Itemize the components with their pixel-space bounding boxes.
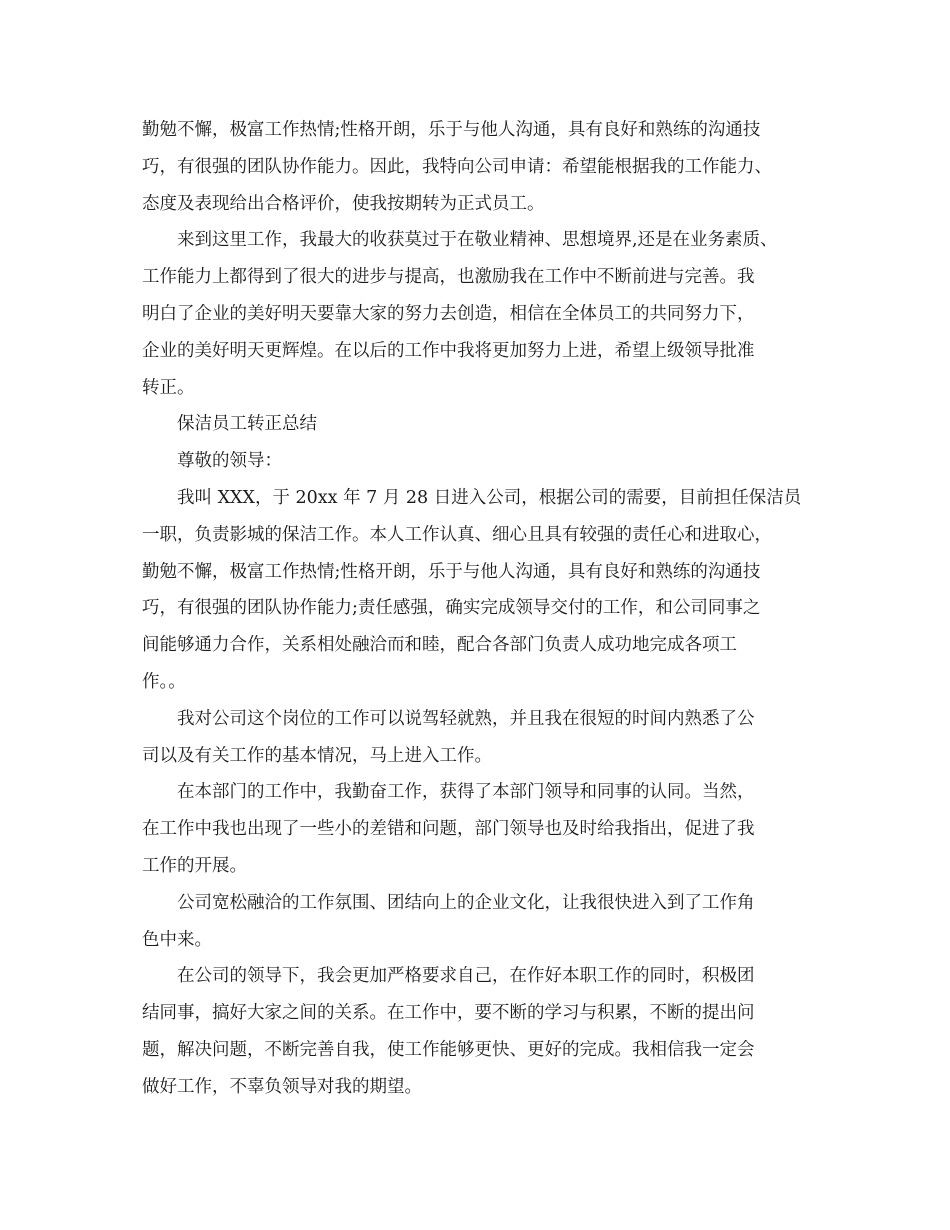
document-body bbox=[142, 112, 832, 1106]
text-line: 工作能力上都得到了很大的进步与提高，也激励我在工作中不断前进与完善。我 bbox=[142, 267, 755, 288]
text-line: 间能够通力合作，关系相处融洽而和睦，配合各部门负责人成功地完成各项工 bbox=[142, 635, 737, 656]
text-line: 结同事，搞好大家之间的关系。在工作中，要不断的学习与积累，不断的提出问 bbox=[142, 1003, 755, 1024]
text-line: 我叫 XXX，于 20xx 年 7 月 28 日进入公司，根据公司的需要，目前担任保洁员 bbox=[177, 487, 802, 508]
text-line: 我对公司这个岗位的工作可以说驾轻就熟，并且我在很短的时间内熟悉了公 bbox=[177, 708, 755, 729]
text-line: 尊敬的领导： bbox=[177, 451, 282, 472]
text-line: 明白了企业的美好明天要靠大家的努力去创造，相信在全体员工的共同努力下， bbox=[142, 303, 755, 324]
text-line: 在本部门的工作中，我勤奋工作，获得了本部门领导和同事的认同。当然， bbox=[177, 782, 755, 803]
text-line: 勤勉不懈，极富工作热情;性格开朗，乐于与他人沟通，具有良好和熟练的沟通技 bbox=[142, 120, 761, 140]
text-line: 转正。 bbox=[142, 377, 195, 398]
text-line: 在工作中我也出现了一些小的差错和问题，部门领导也及时给我指出，促进了我 bbox=[142, 819, 755, 840]
text-line: 态度及表现给出合格评价，使我按期转为正式员工。 bbox=[142, 193, 545, 214]
text-line: 题，解决问题，不断完善自我，使工作能够更快、更好的完成。我相信我一定会 bbox=[142, 1039, 755, 1060]
text-line: 公司宽松融洽的工作氛围、团结向上的企业文化，让我很快进入到了工作角 bbox=[177, 892, 755, 913]
text-line: 做好工作，不辜负领导对我的期望。 bbox=[142, 1076, 422, 1097]
text-line: 司以及有关工作的基本情况，马上进入工作。 bbox=[142, 745, 492, 766]
text-line: 作。。 bbox=[142, 671, 186, 692]
text-line: 在公司的领导下，我会更加严格要求自己，在作好本职工作的同时，积极团 bbox=[177, 966, 755, 987]
text-line: 色中来。 bbox=[142, 929, 212, 950]
text-line: 保洁员工转正总结 bbox=[177, 414, 317, 435]
text-line: 企业的美好明天更辉煌。在以后的工作中我将更加努力上进，希望上级领导批准 bbox=[142, 340, 755, 361]
text-line: 一职，负责影城的保洁工作。本人工作认真、细心且具有较强的责任心和进取心， bbox=[142, 524, 772, 545]
text-line: 工作的开展。 bbox=[142, 855, 247, 876]
text-line: 巧，有很强的团队协作能力。因此，我特向公司申请：希望能根据我的工作能力、 bbox=[142, 156, 772, 177]
text-line: 巧，有很强的团队协作能力;责任感强，确实完成领导交付的工作，和公司同事之 bbox=[142, 598, 761, 619]
text-line: 勤勉不懈，极富工作热情;性格开朗，乐于与他人沟通，具有良好和熟练的沟通技 bbox=[142, 561, 761, 582]
text-line: 来到这里工作，我最大的收获莫过于在敬业精神、思想境界,还是在业务素质、 bbox=[177, 230, 778, 251]
